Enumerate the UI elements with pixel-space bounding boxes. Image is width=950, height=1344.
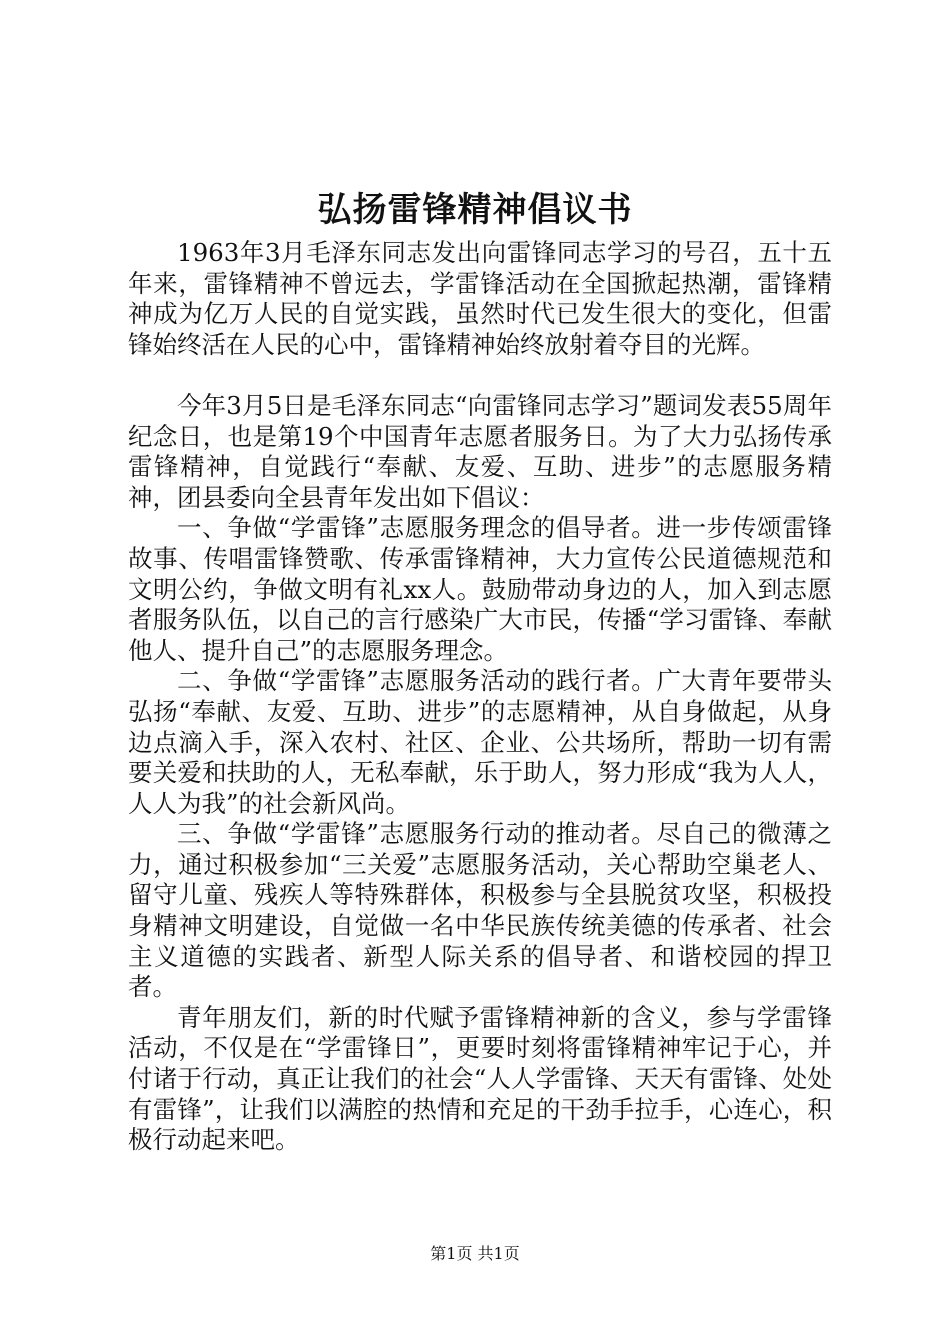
paragraph-proposal-2: 二、争做“学雷锋”志愿服务活动的践行者。广大青年要带头弘扬“奉献、友爱、互助、进步”的志愿精神，从自身做起，从身边点滴入手，深入农村、社区、企业、公共场所，帮助一切有需要关爱和扶助的人，无私奉献，乐于助人，努力形成“我为人人，人人为我”的社会新风尚。 bbox=[128, 666, 832, 818]
page-number-footer: 第1页 共1页 bbox=[430, 1244, 520, 1263]
paragraph-background: 今年3月5日是毛泽东同志“向雷锋同志学习”题词发表55周年纪念日，也是第19个中国青年志愿者服务日。为了大力弘扬传承雷锋精神，自觉践行“奉献、友爱、互助、进步”的志愿服务精神，团县委向全县青年发出如下倡议： bbox=[128, 390, 832, 512]
paragraph-intro: 1963年3月毛泽东同志发出向雷锋同志学习的号召，五十五年来，雷锋精神不曾远去，学雷锋活动在全国掀起热潮，雷锋精神成为亿万人民的自觉实践，虽然时代已发生很大的变化，但雷锋始终活在人民的心中，雷锋精神始终放射着夺目的光辉。 bbox=[128, 238, 832, 359]
paragraph-closing: 青年朋友们，新的时代赋予雷锋精神新的含义，参与学雷锋活动，不仅是在“学雷锋日”，更要时刻将雷锋精神牢记于心，并付诸于行动，真正让我们的社会“人人学雷锋、天天有雷锋、处处有雷锋”，让我们以满腔的热情和充足的干劲手拉手，心连心，积极行动起来吧。 bbox=[128, 1002, 832, 1155]
paragraph-proposal-3: 三、争做“学雷锋”志愿服务行动的推动者。尽自己的微薄之力，通过积极参加“三关爱”志愿服务活动，关心帮助空巢老人、留守儿童、残疾人等特殊群体，积极参与全县脱贫攻坚，积极投身精神文明建设，自觉做一名中华民族传统美德的传承者、社会主义道德的实践者、新型人际关系的倡导者、和谐校园的捍卫者。 bbox=[128, 819, 832, 1002]
document-title: 弘扬雷锋精神倡议书 bbox=[317, 190, 633, 230]
paragraph-proposal-1: 一、争做“学雷锋”志愿服务理念的倡导者。进一步传颂雷锋故事、传唱雷锋赞歌、传承雷锋精神，大力宣传公民道德规范和文明公约，争做文明有礼xx人。鼓励带动身边的人，加入到志愿者服务队伍，以自己的言行感染广大市民，传播“学习雷锋、奉献他人、提升自己”的志愿服务理念。 bbox=[128, 513, 832, 665]
document-body bbox=[128, 238, 832, 1156]
